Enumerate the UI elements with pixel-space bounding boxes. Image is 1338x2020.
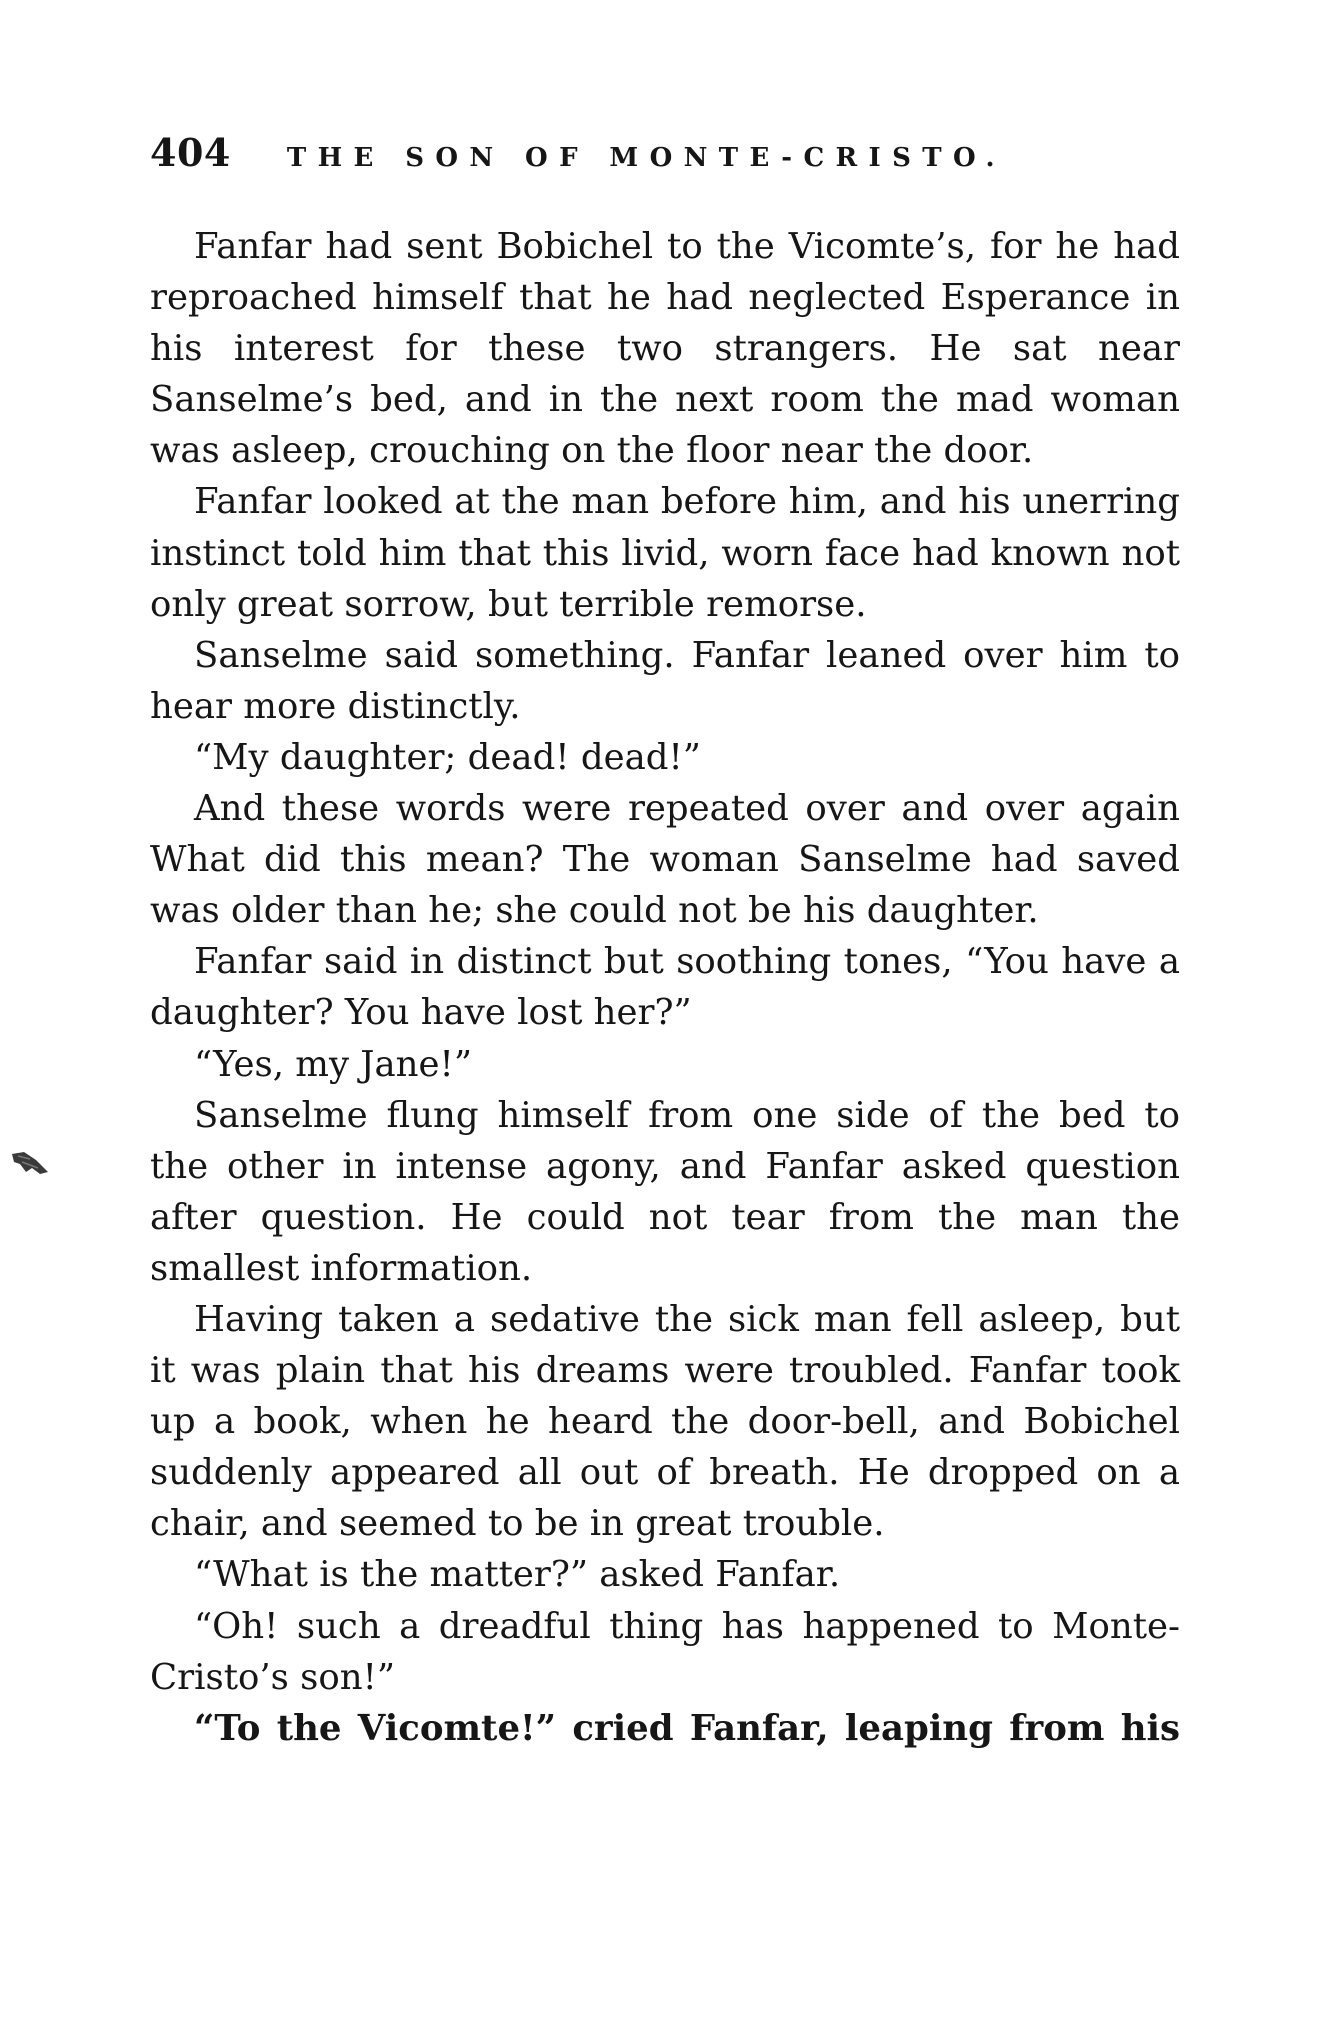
running-header [150,130,1180,175]
paragraph-4: “My daughter; dead! dead!” [194,736,701,778]
paragraph-12: “To the Vicomte!” cried Fanfar, leaping from his [194,1707,1180,1749]
paragraph-2: Fanfar looked at the man before him, and his unerring instinct told him that this livid, worn face had known not only great sorrow, but terrible remorse. [150,481,1180,625]
body-text [150,221,1180,1754]
page-number: 404 [150,130,231,175]
paragraph-9: Having taken a sedative the sick man fell asleep, but it was plain that his dreams were troubled. Fanfar took up a book, when he heard the door-bell, and Bobichel suddenly appeared all out of breath. He dropped on a chair, and seemed to be in great trouble. [150,1298,1180,1545]
paragraph-11: “Oh! such a dreadful thing has happened to Monte-Cristo’s son!” [150,1605,1180,1698]
margin-ink-mark-icon [10,1150,50,1180]
book-title: THE SON OF MONTE-CRISTO. [286,143,1007,173]
paragraph-8: Sanselme flung himself from one side of the bed to the other in intense agony, and Fanfar asked question after question. He could not tear from the man the smallest information. [150,1094,1180,1289]
book-page [150,130,1180,1754]
paragraph-3: Sanselme said something. Fanfar leaned over him to hear more distinctly. [150,634,1180,727]
paragraph-5: And these words were repeated over and over again What did this mean? The woman Sanselme had saved was older than he; she could not be his daughter. [150,788,1180,932]
paragraph-1: Fanfar had sent Bobichel to the Vicomte’s, for he had reproached himself that he had neglected Esperance in his interest for these two strangers. He sat near Sanselme’s bed, and in the next room the mad woman was asleep, crouching on the floor near the door. [150,226,1180,472]
paragraph-7: “Yes, my Jane!” [194,1043,472,1085]
paragraph-6: Fanfar said in distinct but soothing tones, “You have a daughter? You have lost her?” [150,941,1180,1034]
paragraph-10: “What is the matter?” asked Fanfar. [194,1554,841,1596]
